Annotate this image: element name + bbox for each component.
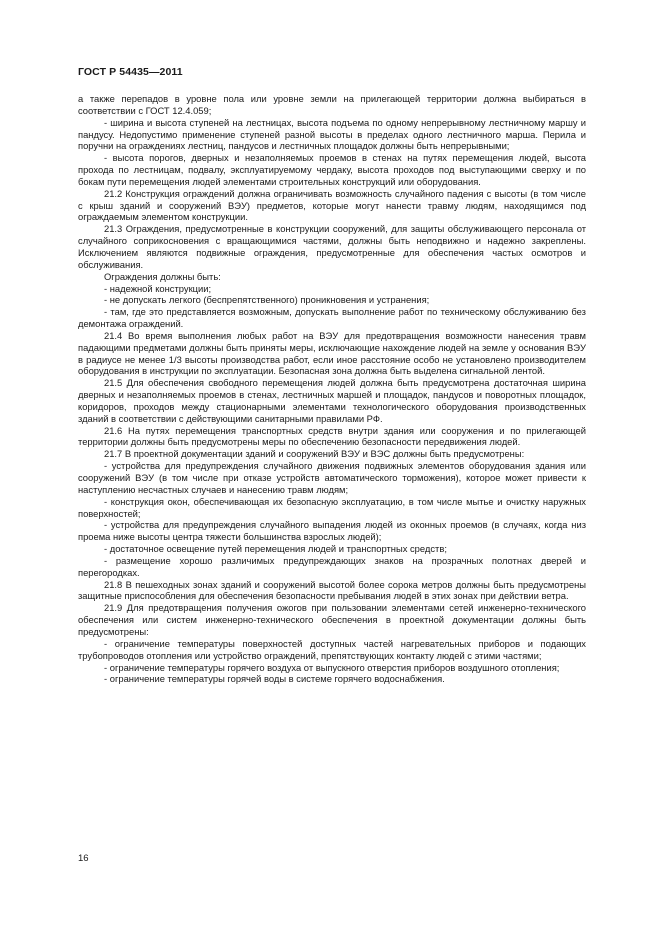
list-item: - достаточное освещение путей перемещения людей и транспортных средств;	[104, 543, 447, 555]
list-item: - устройства для предупреждения случайного движения подвижных элементов оборудования здания или сооружений ВЭУ (в том числе при отказе устройств автоматического торможения), которое может привести к наступлению несчастных случаев и нанесению травм людям;	[78, 460, 586, 495]
paragraph: а также перепадов в уровне пола или уровне земли на прилегающей территории должна выбираться в соответствии с ГОСТ 12.4.059;	[78, 93, 586, 116]
list-item: - не допускать легкого (беспрепятственного) проникновения и устранения;	[104, 294, 430, 306]
page-number: 16	[78, 853, 89, 864]
list-item: - размещение хорошо различимых предупреждающих знаков на прозрачных полотнах дверей и перегородках.	[78, 554, 586, 578]
list-item: - там, где это представляется возможным, допускать выполнение работ по техническому обслуживанию без демонтажа ограждений.	[78, 306, 586, 330]
list-item: - устройства для предупреждения случайного выпадения людей из оконных проемов (в случаях, когда низ проема ниже высоты центра тяжести большинства взрослых людей);	[78, 519, 586, 543]
list-item: - высота порогов, дверных и незаполняемых проемов в стенах на путях перемещения людей, высота прохода по лестницам, подвалу, эксплуатируемому чердаку, высота проходов под выступающими сверху и по бокам пути перемещения людей элементами строительных конструкций или оборудования.	[78, 152, 586, 187]
list-item: - ограничение температуры горячей воды в системе горячего водоснабжения.	[104, 673, 445, 685]
clause-21-5: 21.5 Для обеспечения свободного перемещения людей должна быть предусмотрена достаточная ширина дверных и незаполняемых проемов в стенах, лестничных маршей и площадок, пандусов и поворотных площадок, коридоров, проходов между стационарными элементами технологического оборудования производственных зданий в соответствии с действующими санитарными правилами РФ.	[78, 377, 586, 424]
clause-21-4: 21.4 Во время выполнения любых работ на ВЭУ для предотвращения возможности нанесения травм падающими предметами должны быть приняты меры, исключающие нахождение людей на земле у основания ВЭУ в радиусе не менее 1/3 высоты производства работ, если иное расстояние особо не установлено производителем оборудования в инструкции по эксплуатации. Безопасная зона должна быть выделена сигнальной лентой.	[78, 329, 586, 377]
document-body	[78, 93, 586, 685]
paragraph: Ограждения должны быть:	[104, 270, 221, 282]
list-item: - ограничение температуры горячего воздуха от выпускного отверстия приборов воздушного отопления;	[104, 661, 560, 673]
list-item: - ограничение температуры поверхностей доступных частей нагревательных приборов и подающих трубопроводов отопления или устройство ограждений, препятствующих контакту людей с этими частями;	[78, 637, 586, 661]
document-header: ГОСТ Р 54435—2011	[78, 66, 183, 78]
clause-21-2: 21.2 Конструкция ограждений должна ограничивать возможность случайного падения с высоты (в том числе с крыш зданий и сооружений ВЭУ) предметов, которые могут нанести травму людям, находящимся под ограждаемым элементом конструкции.	[78, 187, 586, 223]
list-item: - надежной конструкции;	[104, 282, 212, 294]
list-item: - конструкция окон, обеспечивающая их безопасную эксплуатацию, в том числе мытье и очистку наружных поверхностей;	[78, 495, 586, 519]
clause-21-8: 21.8 В пешеходных зонах зданий и сооружений высотой более сорока метров должны быть предусмотрены защитные приспособления для обеспечения безопасности пребывания людей в этих зонах при действии ветра.	[78, 578, 586, 602]
list-item: - ширина и высота ступеней на лестницах, высота подъема по одному непрерывному лестничному маршу и пандусу. Недопустимо применение ступеней разной высоты в пределах одного лестничного марша. Перила и поручни на ограждениях лестниц, пандусов и лестничных площадок должны быть непрерывными;	[78, 116, 586, 152]
clause-21-7: 21.7 В проектной документации зданий и сооружений ВЭУ и ВЭС должны быть предусмотрены:	[104, 448, 525, 460]
clause-21-9: 21.9 Для предотвращения получения ожогов при пользовании элементами сетей инженерно-технического обеспечения или систем инженерно-технического обеспечения в проектной документации должны быть предусмотрены:	[78, 602, 586, 637]
clause-21-3: 21.3 Ограждения, предусмотренные в конструкции сооружений, для защиты обслуживающего персонала от случайного соприкосновения с вращающимися частями, должны быть неподвижно и надежно закреплены. Исключением являются подвижные ограждения, предусмотренные для обеспечения частых осмотров и обслуживания.	[78, 223, 586, 270]
clause-21-6: 21.6 На путях перемещения транспортных средств внутри здания или сооружения и по прилегающей территории должны быть предусмотрены меры по обеспечению безопасности передвижения людей.	[78, 424, 586, 448]
